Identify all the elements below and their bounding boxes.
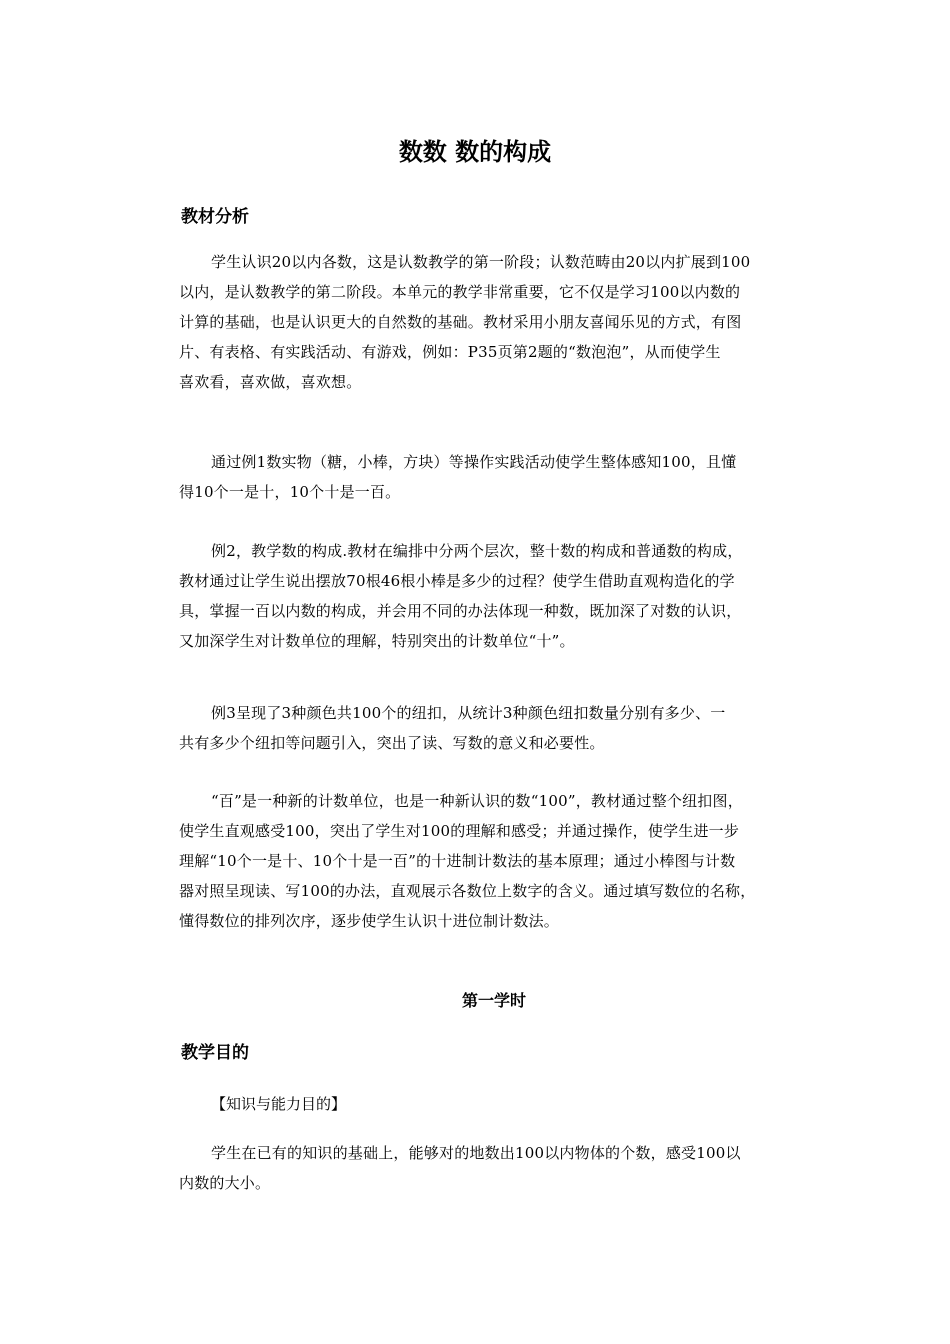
paragraph-line: 计算的基础，也是认识更大的自然数的基础。教材采用小朋友喜闻乐见的方式，有图 — [179, 313, 742, 331]
paragraph-line: 喜欢看，喜欢做，喜欢想。 — [179, 373, 362, 391]
section-heading-textbook-analysis: 教材分析 — [181, 207, 249, 227]
paragraph-line: 例3呈现了3种颜色共100个的纽扣，从统计3种颜色纽扣数量分别有多少、一 — [211, 704, 726, 722]
paragraph-line: 得10个一是十，10个十是一百。 — [179, 483, 401, 501]
paragraph-analysis-5 — [179, 786, 815, 936]
paragraph-line: 例2，教学数的构成.教材在编排中分两个层次，整十数的构成和普通数的构成， — [211, 542, 743, 560]
paragraph-line: 又加深学生对计数单位的理解，特别突出的计数单位“十”。 — [179, 632, 575, 650]
paragraph-line: 使学生直观感受100，突出了学生对100的理解和感受；并通过操作，使学生进一步 — [179, 822, 740, 840]
paragraph-line: 共有多少个纽扣等问题引入，突出了读、写数的意义和必要性。 — [179, 734, 605, 752]
paragraph-line: 学生认识20以内各数，这是认数教学的第一阶段；认数范畴由20以内扩展到100 — [211, 253, 751, 271]
paragraph-analysis-4 — [179, 698, 815, 758]
paragraph-goal-1 — [179, 1138, 815, 1198]
paragraph-line: 教材通过让学生说出摆放70根46根小棒是多少的过程？使学生借助直观构造化的学 — [179, 572, 735, 590]
paragraph-line: 懂得数位的排列次序，逐步使学生认识十进位制计数法。 — [179, 912, 560, 930]
lesson-heading-first-period: 第一学时 — [461, 991, 526, 1010]
section-heading-teaching-goals: 教学目的 — [181, 1043, 249, 1063]
paragraph-analysis-3 — [179, 536, 815, 656]
paragraph-analysis-2 — [179, 447, 815, 507]
paragraph-line: 通过例1数实物（糖，小棒，方块）等操作实践活动使学生整体感知100，且懂 — [211, 453, 737, 471]
paragraph-line: 以内，是认数教学的第二阶段。本单元的教学非常重要，它不仅是学习100以内数的 — [179, 283, 741, 301]
paragraph-analysis-1 — [179, 247, 815, 397]
paragraph-line: 理解“10个一是十、10个十是一百”的十进制计数法的基本原理；通过小棒图与计数 — [179, 852, 736, 870]
paragraph-line: 片、有表格、有实践活动、有游戏，例如：P35页第2题的“数泡泡”，从而使学生 — [179, 343, 721, 361]
document-title: 数数 数的构成 — [398, 138, 552, 166]
paragraph-line: 具，掌握一百以内数的构成，并会用不同的办法体现一种数，既加深了对数的认识， — [179, 602, 742, 620]
goal-category-label: 【知识与能力目的】 — [211, 1095, 347, 1113]
paragraph-line: “百”是一种新的计数单位，也是一种新认识的数“100”，教材通过整个纽扣图， — [211, 792, 743, 810]
paragraph-line: 学生在已有的知识的基础上，能够对的地数出100以内物体的个数，感受100以 — [211, 1144, 741, 1162]
paragraph-line: 器对照呈现读、写100的办法，直观展示各数位上数字的含义。通过填写数位的名称， — [179, 882, 756, 900]
paragraph-line: 内数的大小。 — [179, 1174, 271, 1192]
